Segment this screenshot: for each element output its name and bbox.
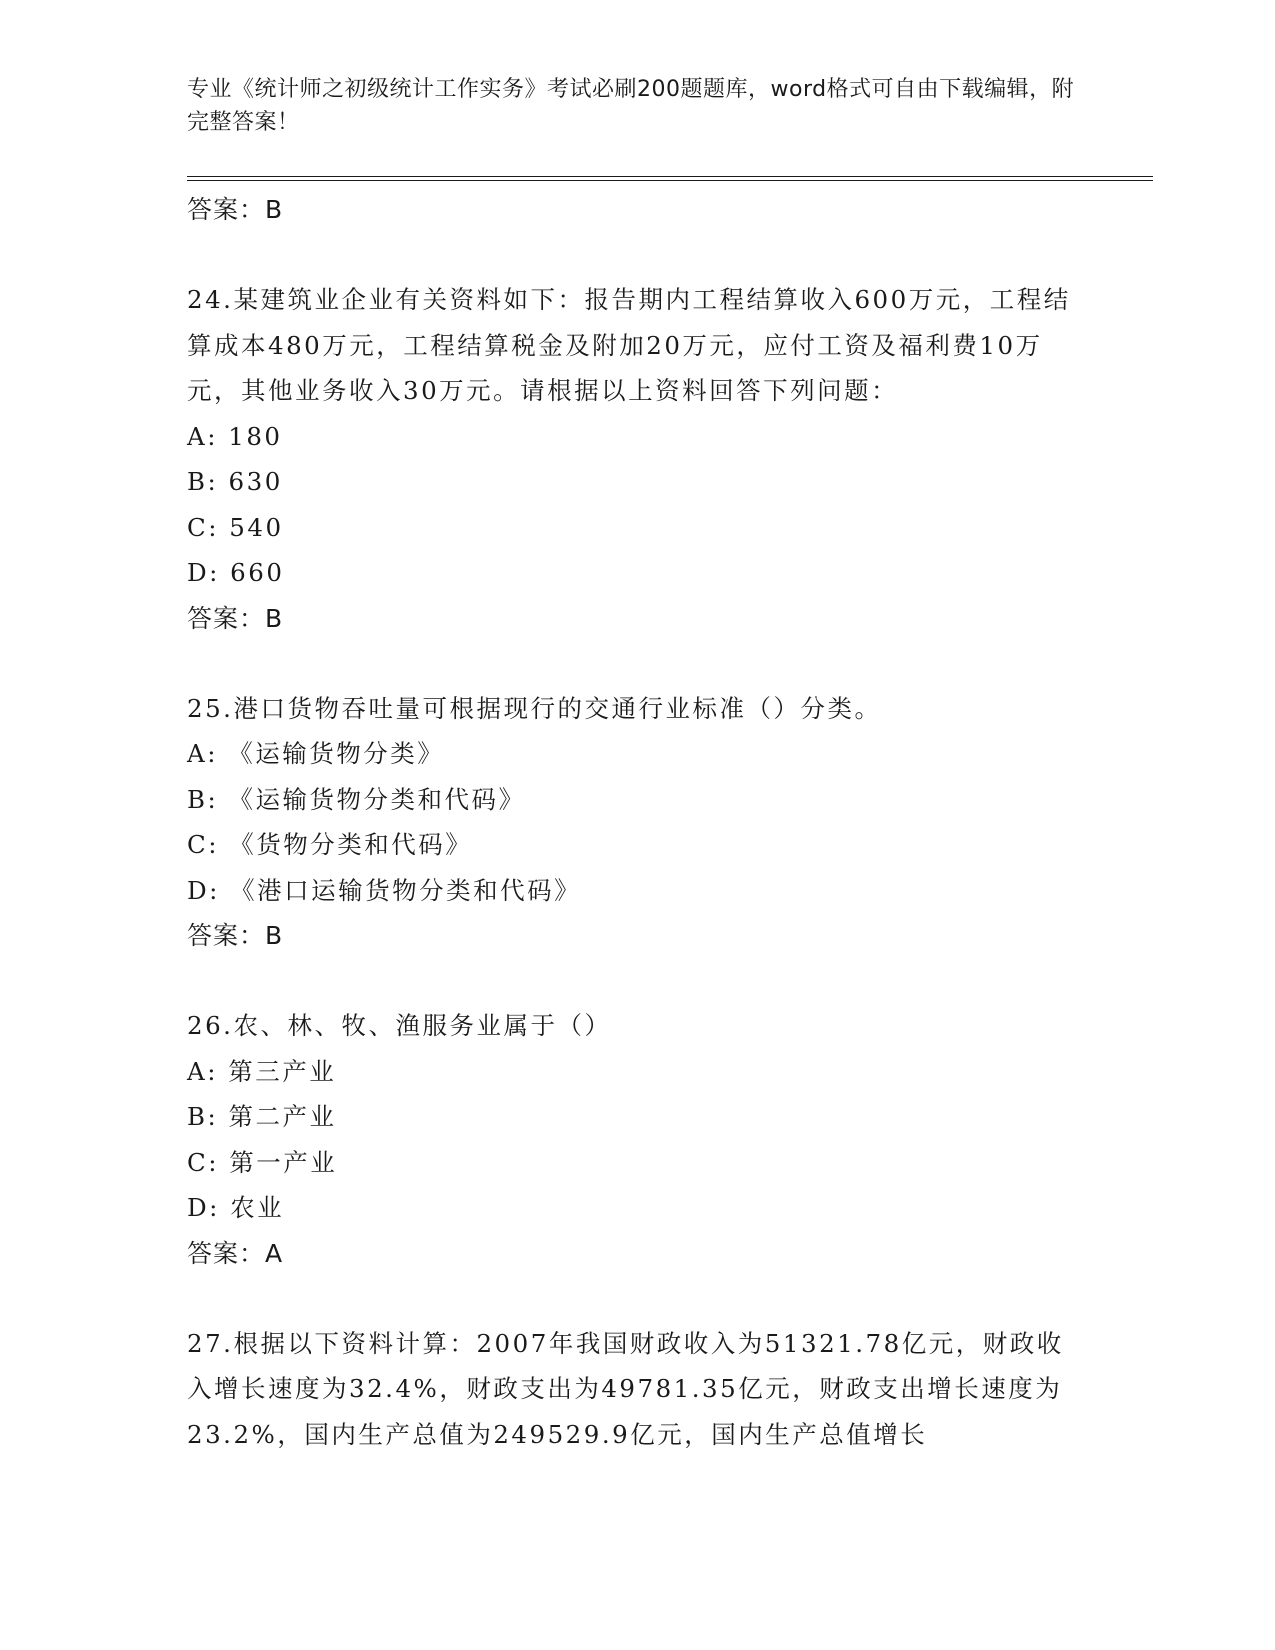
question-stem: 24.某建筑业企业有关资料如下：报告期内工程结算收入600万元，工程结算成本480万元，工程结算税金及附加20万元，应付工资及福利费10万元，其他业务收入30万元。请根据以上资料回答下列问题： [187,285,1071,405]
question-list [187,187,1087,1457]
question-item [187,1003,1087,1277]
spacer [187,959,1087,1003]
question-item [187,686,1087,960]
option-c: C: 540 [187,512,284,542]
spacer [187,1277,1087,1321]
option-d: D: 660 [187,558,285,587]
option-b: B: 第二产业 [187,1102,337,1131]
answer-label: 答案：B [187,603,284,633]
question-stem: 25.港口货物吞吐量可根据现行的交通行业标准（）分类。 [187,693,882,723]
option-b: B: 《运输货物分类和代码》 [187,784,526,814]
answer-label: 答案：A [187,1238,284,1268]
document-header: 专业《统计师之初级统计工作实务》考试必刷200题题库，word格式可自由下载编辑，附完整答案！ [187,77,1075,135]
header-divider [187,176,1153,181]
option-d: D: 《港口运输货物分类和代码》 [187,875,582,905]
option-d: D: 农业 [187,1193,285,1222]
answer-label: 答案：B [187,195,284,224]
question-item [187,277,1087,642]
question-item [187,1321,1087,1458]
question-stem: 26.农、林、牧、渔服务业属于（） [187,1011,612,1040]
option-a: A: 180 [187,421,283,451]
option-c: C: 第一产业 [187,1147,338,1177]
spacer [187,642,1087,686]
answer-label: 答案：B [187,921,284,950]
option-a: A: 第三产业 [187,1056,337,1086]
option-b: B: 630 [187,467,283,496]
spacer [187,233,1087,277]
question-stem: 27.根据以下资料计算：2007年我国财政收入为51321.78亿元，财政收入增长速度为32.4%，财政支出为49781.35亿元，财政支出增长速度为23.2%，国内生产总值为249529.9亿元，国内生产总值增长 [187,1328,1064,1449]
option-a: A: 《运输货物分类》 [187,739,445,768]
option-c: C: 《货物分类和代码》 [187,830,473,859]
